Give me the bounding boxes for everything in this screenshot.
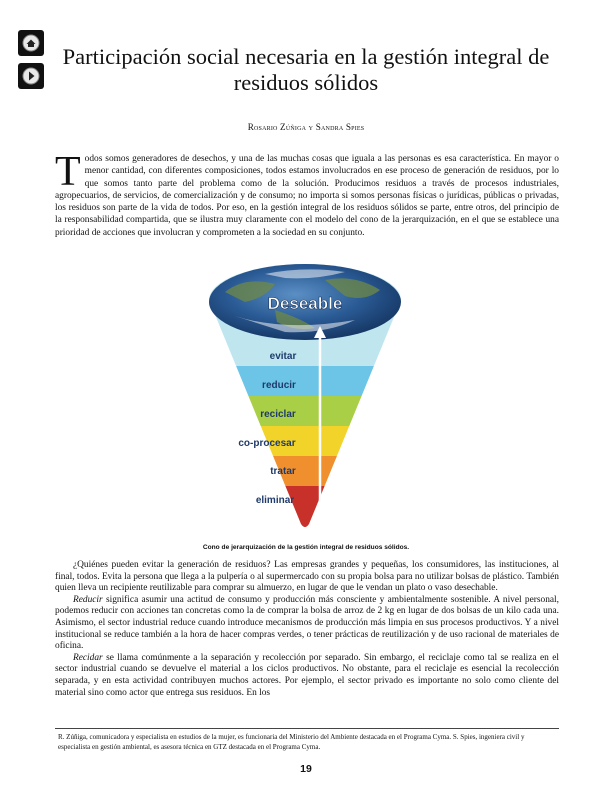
next-page-icon (22, 67, 40, 85)
home-button[interactable] (18, 30, 44, 56)
next-page-button[interactable] (18, 63, 44, 89)
page-number: 19 (300, 763, 312, 775)
intro-text: odos somos generadores de desechos, y una de las muchas cosas que iguala a las personas es esa característica. En mayor o menor cantidad, con diferentes composiciones, todos estamos involucrados en ese proceso de generación de residuos, por lo que somos tanto parte del problema como de la solución. Producimos residuos a través de procesos industriales, agropecuarios, de servicios, de comercialización y de consumo; no importa si somos personas físicas o jurídicas, públicas o privadas, los residuos son parte de la vida de todos. Por eso, en la gestión integral de los residuos sólidos se parte, entre otros, del principio de la responsabilidad compartida, que se ilustra muy claramente con el modelo del cono de la jerarquización, en el que se establece una prioridad de acciones que involucran y comprometen a la sociedad en su conjunto. (55, 154, 559, 238)
body-paragraph-1: ¿Quiénes pueden evitar la generación de residuos? Las empresas grandes y pequeñas, los consumidores, las instituciones, al final, todos. Evita la persona que llega a la pulpería o al supermercado con su propia bolsa para no utilizar bolsas de plástico. También quien lleva un recipiente reutilizable para comprar su almuerzo, en lugar de que le vendan un plato o vaso desechable. (55, 560, 559, 594)
cone-band-tratar (205, 456, 405, 486)
drop-cap: T (55, 149, 81, 195)
body-paragraph-3-text: se llama comúnmente a la separación y recolección por separado. Sin embargo, el reciclaje como tal se realiza en el sector industrial cuando se devuelve el material a los ciclos productivos. No obstante, para el reciclaje es esencial la recolección separada, y en esta actividad contribuyen muchos actores. Por ejemplo, el sector privado es importante no solo como cliente del material sino como actor que entrega sus residuos. En los (55, 652, 559, 698)
cone-band-eliminar (205, 486, 405, 530)
home-icon (22, 34, 40, 52)
cone-label-tratar: tratar (270, 466, 296, 477)
body-paragraph-2-text: significa asumir una actitud de consumo y producción más consciente y ambientalmente sostenible. A nivel personal, podemos reducir con acciones tan concretas como la de comprar la bolsa de arroz de 2 kg en lugar de dos bolsas de un kilo cada una. Asimismo, el sector industrial reduce cuando introduce mecanismos de producción más limpia en sus procesos productivos. Y a nivel institucional se reduce también a la hora de hacer compras verdes, o tener prácticas de reutilización y de uso racional de materiales de oficina. (55, 594, 559, 652)
cone-label-reducir: reducir (262, 380, 296, 391)
footnote: R. Zúñiga, comunicadora y especialista en estudios de la mujer, es funcionaria del Ministerio del Ambiente destacada en el Programa Cyma. S. Spies, ingeniera civil y especialista en gestión ambiental, es asesora técnica en GTZ destacada en el Programa Cyma. (58, 733, 525, 751)
cone-band-reciclar (205, 396, 405, 426)
footnote-divider (55, 728, 559, 729)
cone-label-eliminar: eliminar (255, 495, 295, 506)
term-recidar: Recidar (73, 652, 103, 663)
cone-label-co-procesar: co-procesar (238, 438, 296, 449)
cone-label-reciclar: reciclar (260, 409, 296, 420)
body-text (55, 560, 559, 723)
cone-label-evitar: evitar (269, 351, 297, 362)
body-paragraph-3 (55, 653, 559, 699)
article-title: Participación social necesaria en la gestión integral de residuos sólidos (62, 44, 550, 95)
term-reducir: Reducir (73, 594, 103, 605)
cone-top-label: Deseable (267, 294, 343, 313)
intro-paragraph (55, 149, 559, 239)
cone-band-reducir (205, 366, 405, 396)
hierarchy-cone-figure (205, 262, 405, 530)
cone-band-co-procesar (205, 426, 405, 456)
body-paragraph-2 (55, 595, 559, 653)
figure-caption: Cono de jerarquización de la gestión integral de residuos sólidos. (202, 544, 410, 551)
article-authors: Rosario Zúñiga y Sandra Spies (247, 122, 365, 132)
